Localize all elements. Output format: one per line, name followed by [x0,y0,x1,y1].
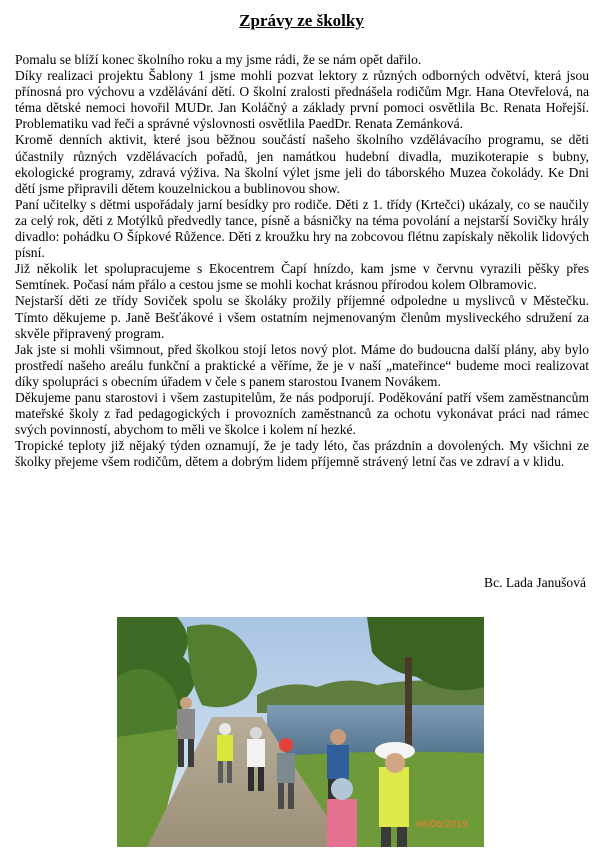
photo-illustration [117,617,484,847]
children-trip-photo [117,617,484,847]
paragraph-summer-wishes: Tropické teploty již nějaký týden oznamují, že je tady léto, čas prázdnin a dovolených. My všichni ze školky přejeme všem rodičům, dětem a dobrým lidem příjemně strávený letní čas ve zdraví a v klidu. [15,438,589,470]
author-signature: Bc. Lada Janušová [484,575,586,590]
paragraph-ecocentre-trip: Již několik let spolupracujeme s Ekocentrem Čapí hnízdo, kam jsme v červnu vyrazili pěšky přes Semtínek. Počasí nám přálo a cestou jsme se mohli kochat krásnou přírodou kolem Olbramovic. [15,261,589,293]
paragraph-hunters-afternoon: Nejstarší děti ze třídy Soviček spolu se školáky prožily příjemné odpoledne u myslivců v Městečku. Tímto děkujeme p. Janě Bešťákové i všem ostatním nejmenovaným členům mysliveckého sdružení za skvěle připravený program. [15,293,589,341]
paragraph-lecturers: Díky realizaci projektu Šablony 1 jsme mohli pozvat lektory z různých odborných odvětví, která jsou přínosná pro výchovu a vzdělávání dětí. O školní zralosti přednášela rodičům Mgr. Hana Otevřelová, na téma dětské nemoci hovořil MUDr. Jan Koláčný a základy první pomoci osvětlila Bc. Renata Hořejší. Problematiku vad řeči a správné výslovnosti osvětlila PaedDr. Renata Zemánková. [15,68,589,132]
article-title: Zprávy ze školky [239,11,364,30]
paragraph-new-fence: Jak jste si mohli všimnout, před školkou stojí letos nový plot. Máme do budoucna další plány, aby bylo prostředí našeho areálu funkční a praktické a věříme, že je v naší „mateřince“ budeme moci realizovat díky spolupráci s obecním úřadem v čele s panem starostou Ivanem Novákem. [15,341,589,389]
article-body [15,52,589,470]
paragraph-spring-shows: Paní učitelky s dětmi uspořádaly jarní besídky pro rodiče. Děti z 1. třídy (Krtečci) ukázaly, co se naučily za celý rok, děti z Motýlků předvedly tance, písně a básničky na téma povolání a nejstarší Sovičky hrály divadlo: pohádku O Šípkové Růžence. Děti z kroužku hry na zobcovou flétnu zapískaly několik lidových písní. [15,196,589,261]
photo-date-stamp: 06/06/2019 [416,820,468,830]
paragraph-activities: Kromě denních aktivit, které jsou běžnou součástí našeho školního vzdělávacího programu, se děti účastnily různých vzdělávacích pořadů, jen namátkou hudební divadla, muzikoterapie s bubny, ekologické programy, zdravá výživa. Na školní výlet jsme jeli do táborského Muzea čokolády. Ke Dni dětí jsme připravili dětem kouzelnickou a bublinovou show. [15,132,589,196]
paragraph-thanks: Děkujeme panu starostovi i všem zastupitelům, že nás podporují. Poděkování patří všem zaměstnancům mateřské školy z řad pedagogických i provozních zaměstnanců za ochotu vykonávat práci nad rámec svých povinností, abychom to měli ve školce i kolem ní hezké. [15,389,589,438]
paragraph-intro: Pomalu se blíží konec školního roku a my jsme rádi, že se nám opět dařilo. [15,52,422,67]
